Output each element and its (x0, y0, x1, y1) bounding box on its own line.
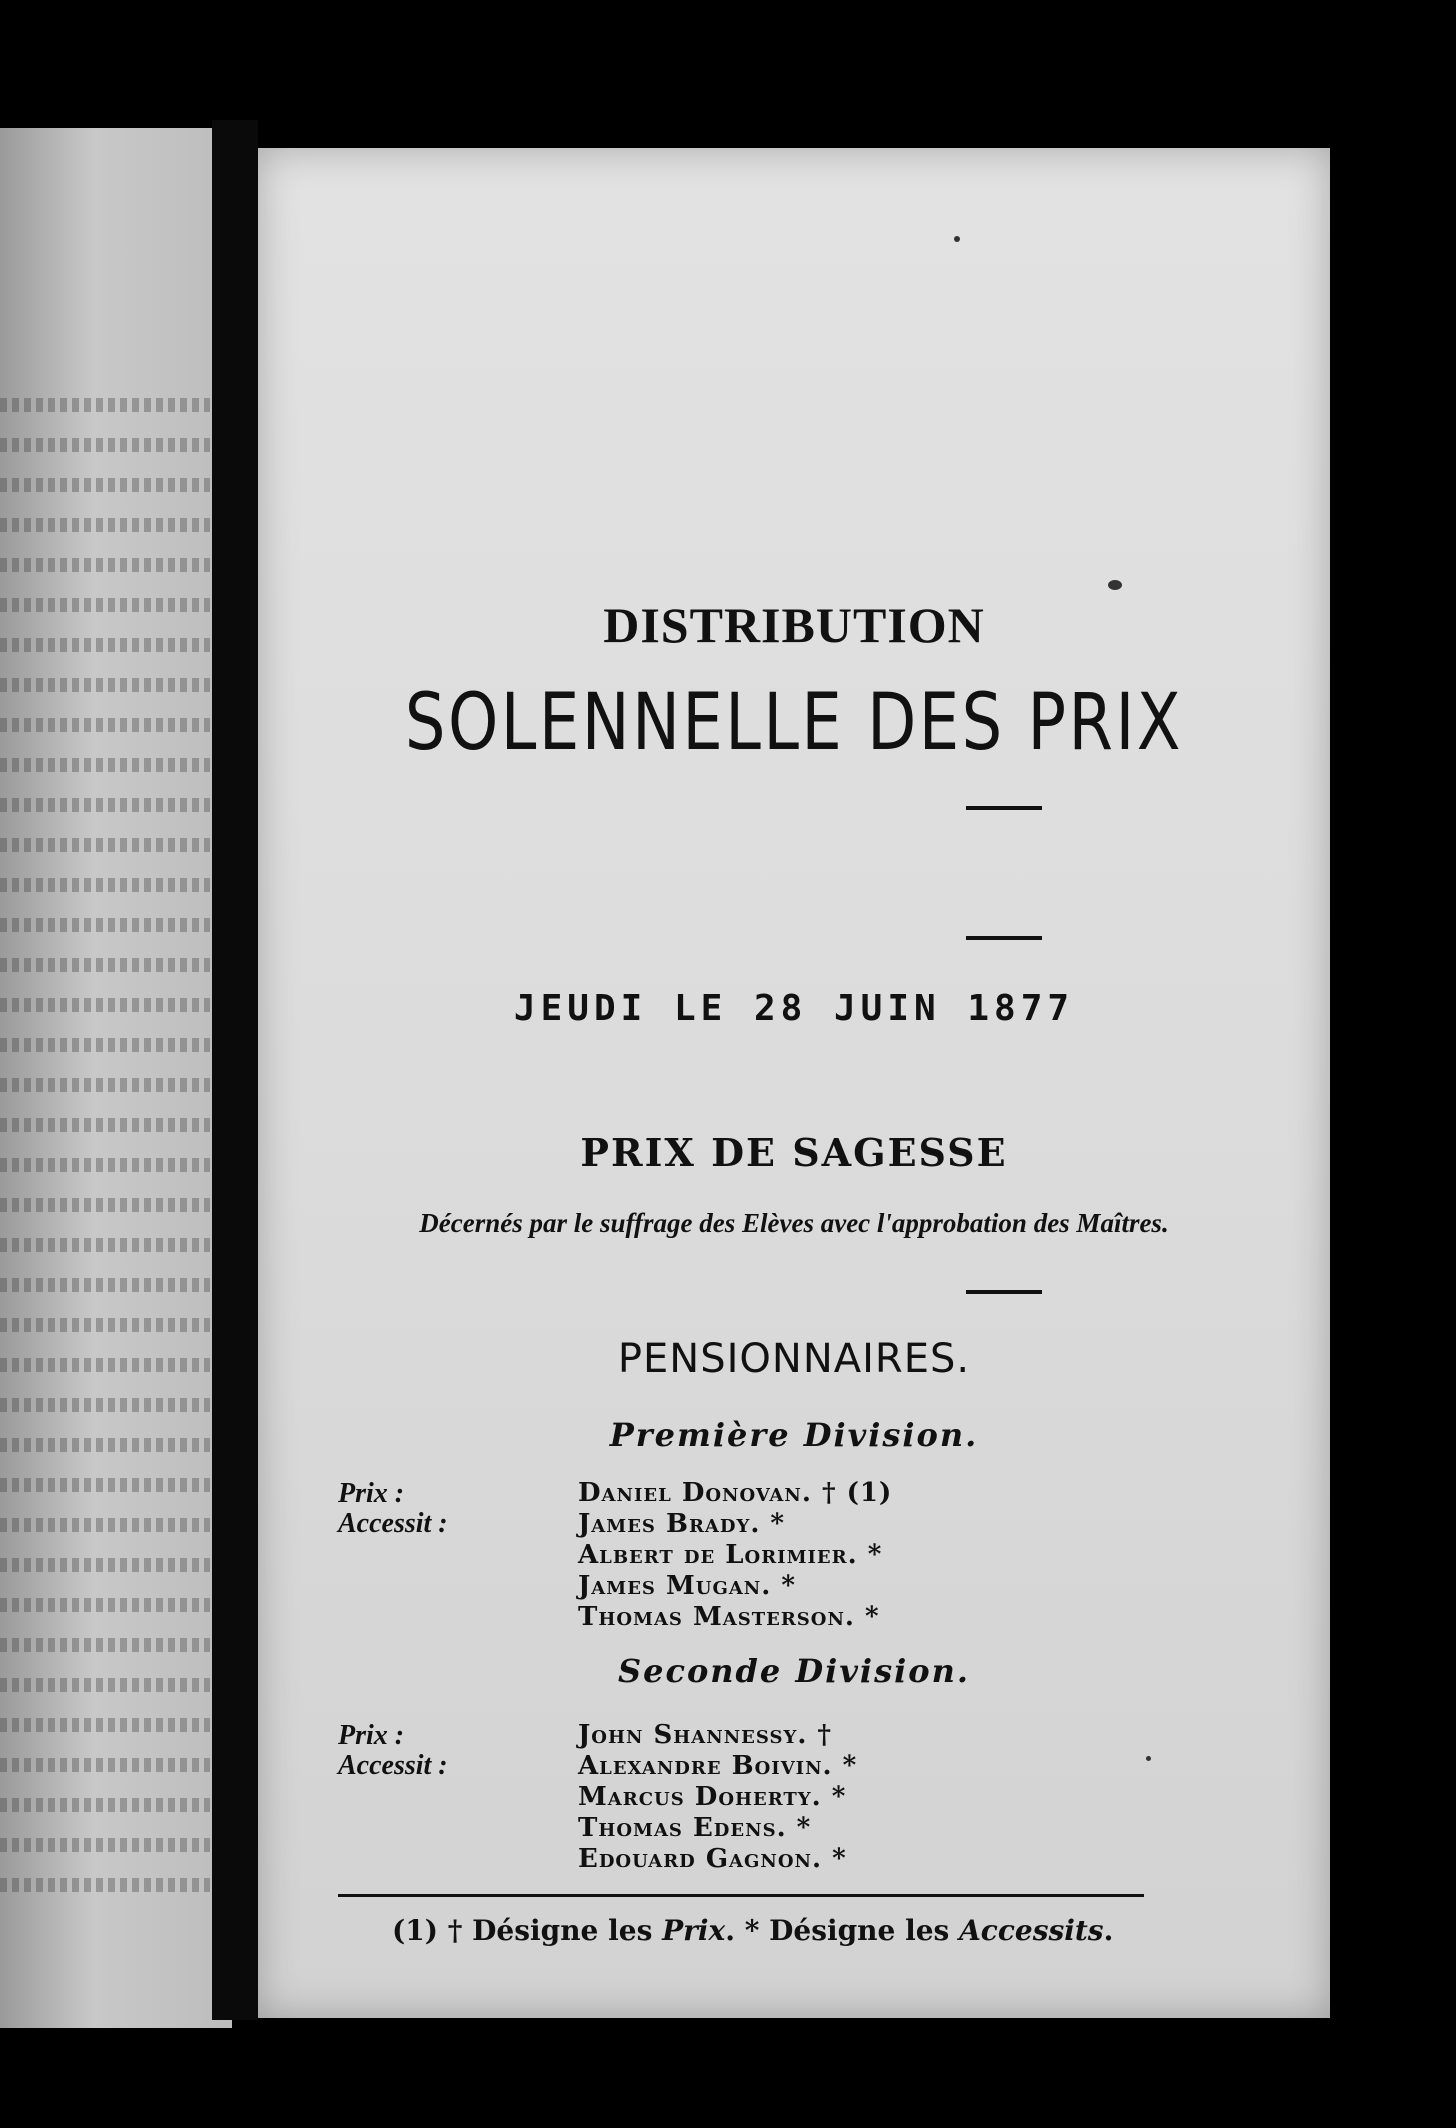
footnote (392, 1914, 1113, 1947)
accessit-label: Accessit : (338, 1750, 448, 1781)
prix-label: Prix : (338, 1478, 405, 1509)
footnote-prefix: (1) † Désigne les (392, 1914, 663, 1947)
facing-page (0, 128, 232, 2028)
category-title: PENSIONNAIRES. (617, 1336, 971, 1382)
footnote-accessits: Accessits (959, 1914, 1104, 1947)
divider-rule (966, 1290, 1042, 1294)
accessit-name: Alexandre Boivin. * (578, 1751, 858, 1781)
footnote-suffix: . (1103, 1914, 1114, 1947)
divider-rule (966, 936, 1042, 940)
accessit-name: Marcus Doherty. * (578, 1782, 847, 1812)
accessit-name: James Mugan. * (578, 1571, 796, 1601)
accessit-name: Edouard Gagnon. * (578, 1844, 847, 1874)
document-page (258, 148, 1330, 2018)
accessit-name: Thomas Masterson. * (578, 1602, 880, 1632)
footnote-rule (338, 1894, 1144, 1897)
footnote-prix: Prix (662, 1914, 726, 1947)
accessit-name: James Brady. * (578, 1509, 786, 1539)
accessit-name: Albert de Lorimier. * (578, 1540, 883, 1570)
heading-solennelle: SOLENNELLE DES PRIX (404, 678, 1184, 768)
winner-name: Daniel Donovan. † (1) (578, 1478, 893, 1508)
winner-name: John Shannessy. † (578, 1720, 833, 1750)
accessit-label: Accessit : (338, 1508, 448, 1539)
footnote-middle: . * Désigne les (725, 1914, 960, 1947)
section-subtitle: Décernés par le suffrage des Elèves avec l'approbation des Maîtres. (419, 1208, 1169, 1238)
accessit-name: Thomas Edens. * (578, 1813, 812, 1843)
divider-rule (966, 806, 1042, 810)
date-line: JEUDI LE 28 JUIN 1877 (513, 988, 1075, 1029)
division-title: Première Division. (609, 1416, 979, 1454)
prix-label: Prix : (338, 1720, 405, 1751)
book-gutter (212, 120, 258, 2020)
division-title: Seconde Division. (617, 1652, 970, 1690)
heading-distribution: DISTRIBUTION (603, 597, 985, 653)
section-title: PRIX DE SAGESSE (580, 1130, 1008, 1175)
